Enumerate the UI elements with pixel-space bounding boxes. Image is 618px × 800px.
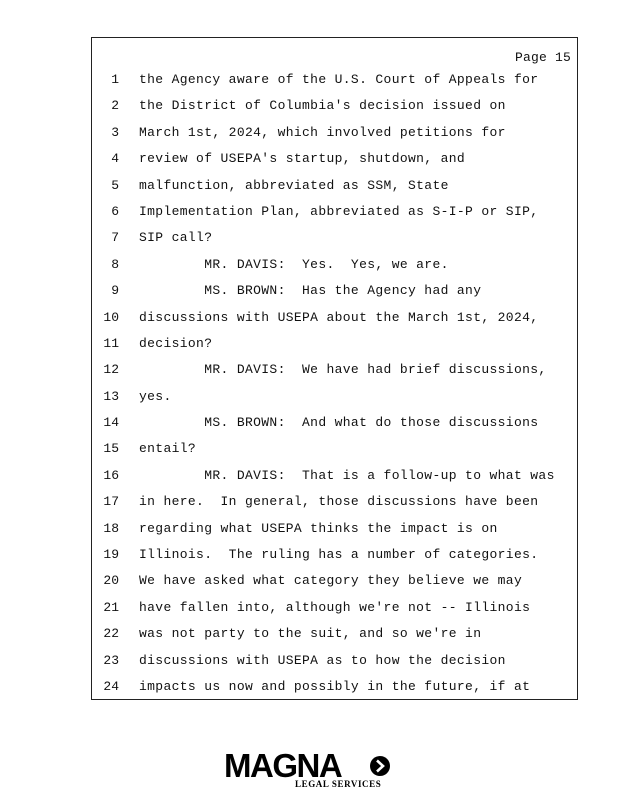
line-text: the Agency aware of the U.S. Court of Appeals for <box>139 72 539 87</box>
transcript-line <box>92 173 577 199</box>
line-number: 4 <box>111 151 119 167</box>
line-text: MS. BROWN: Has the Agency had any <box>139 283 482 299</box>
line-text: MS. BROWN: And what do those discussions <box>139 415 539 431</box>
line-text: impacts us now and possibly in the future, if at <box>139 678 531 694</box>
line-text: review of USEPA's startup, shutdown, and <box>139 151 466 167</box>
line-text: March 1st, 2024, which involved petitions for <box>139 124 506 140</box>
line-number: 17 <box>103 494 119 510</box>
transcript-line <box>92 305 577 331</box>
line-number: 18 <box>103 520 119 536</box>
transcript-line <box>92 463 577 489</box>
transcript-line <box>92 516 577 542</box>
transcript-line <box>92 93 577 119</box>
transcript-page <box>91 37 578 700</box>
line-number: 20 <box>103 573 119 589</box>
transcript-line <box>92 648 577 674</box>
transcript-line <box>92 67 577 93</box>
transcript-line <box>92 384 577 410</box>
line-number: 13 <box>103 388 119 404</box>
logo-wordmark: MAGNA <box>224 747 342 784</box>
line-number: 10 <box>103 309 119 325</box>
line-text: Implementation Plan, abbreviated as S-I-P or SIP, <box>139 203 539 219</box>
transcript-line <box>92 489 577 515</box>
line-text: entail? <box>139 441 197 457</box>
line-text: yes. <box>139 388 172 404</box>
line-text: malfunction, abbreviated as SSM, State <box>139 177 449 193</box>
page-number: Page 15 <box>514 50 571 65</box>
line-text: in here. In general, those discussions have been <box>139 494 539 510</box>
line-number: 14 <box>103 415 119 431</box>
line-number: 21 <box>103 599 119 615</box>
line-number: 24 <box>103 678 119 694</box>
transcript-line <box>92 357 577 383</box>
line-number: 8 <box>111 256 119 272</box>
transcript-line <box>92 225 577 251</box>
line-number: 6 <box>111 203 119 219</box>
transcript-line <box>92 674 577 700</box>
line-number: 5 <box>111 177 119 193</box>
line-number: 23 <box>103 652 119 668</box>
transcript-line <box>92 146 577 172</box>
line-text: the District of Columbia's decision issued on <box>139 98 506 114</box>
transcript-line <box>92 278 577 304</box>
line-text: have fallen into, although we're not -- Illinois <box>139 599 531 615</box>
transcript-line <box>92 410 577 436</box>
line-text: MR. DAVIS: Yes. Yes, we are. <box>139 256 449 272</box>
transcript-line <box>92 436 577 462</box>
transcript-line <box>92 595 577 621</box>
line-text: was not party to the suit, and so we're in <box>139 626 482 642</box>
line-number: 11 <box>103 335 119 351</box>
line-text: MR. DAVIS: We have had brief discussions, <box>139 362 547 378</box>
transcript-line <box>92 199 577 225</box>
line-number: 12 <box>103 362 119 378</box>
transcript-line <box>92 621 577 647</box>
line-number: 1 <box>111 72 119 87</box>
line-number: 7 <box>111 230 119 246</box>
transcript-line <box>92 568 577 594</box>
line-number: 22 <box>103 626 119 642</box>
transcript-line <box>92 252 577 278</box>
chevron-right-circle-icon <box>369 755 391 777</box>
transcript-lines <box>92 67 577 700</box>
logo-subtitle: LEGAL SERVICES <box>295 779 382 789</box>
line-number: 16 <box>103 467 119 483</box>
line-number: 3 <box>111 124 119 140</box>
transcript-line <box>92 542 577 568</box>
magna-logo <box>224 748 399 792</box>
line-number: 19 <box>103 547 119 563</box>
line-text: discussions with USEPA as to how the decision <box>139 652 506 668</box>
line-text: discussions with USEPA about the March 1st, 2024, <box>139 309 539 325</box>
line-number: 15 <box>103 441 119 457</box>
line-text: We have asked what category they believe we may <box>139 573 523 589</box>
line-text: Illinois. The ruling has a number of categories. <box>139 547 539 563</box>
line-number: 9 <box>111 283 119 299</box>
line-text: regarding what USEPA thinks the impact is on <box>139 520 498 536</box>
line-number: 2 <box>111 98 119 114</box>
line-text: SIP call? <box>139 230 213 246</box>
line-text: MR. DAVIS: That is a follow-up to what was <box>139 467 555 483</box>
transcript-line <box>92 120 577 146</box>
line-text: decision? <box>139 335 213 351</box>
transcript-line <box>92 331 577 357</box>
